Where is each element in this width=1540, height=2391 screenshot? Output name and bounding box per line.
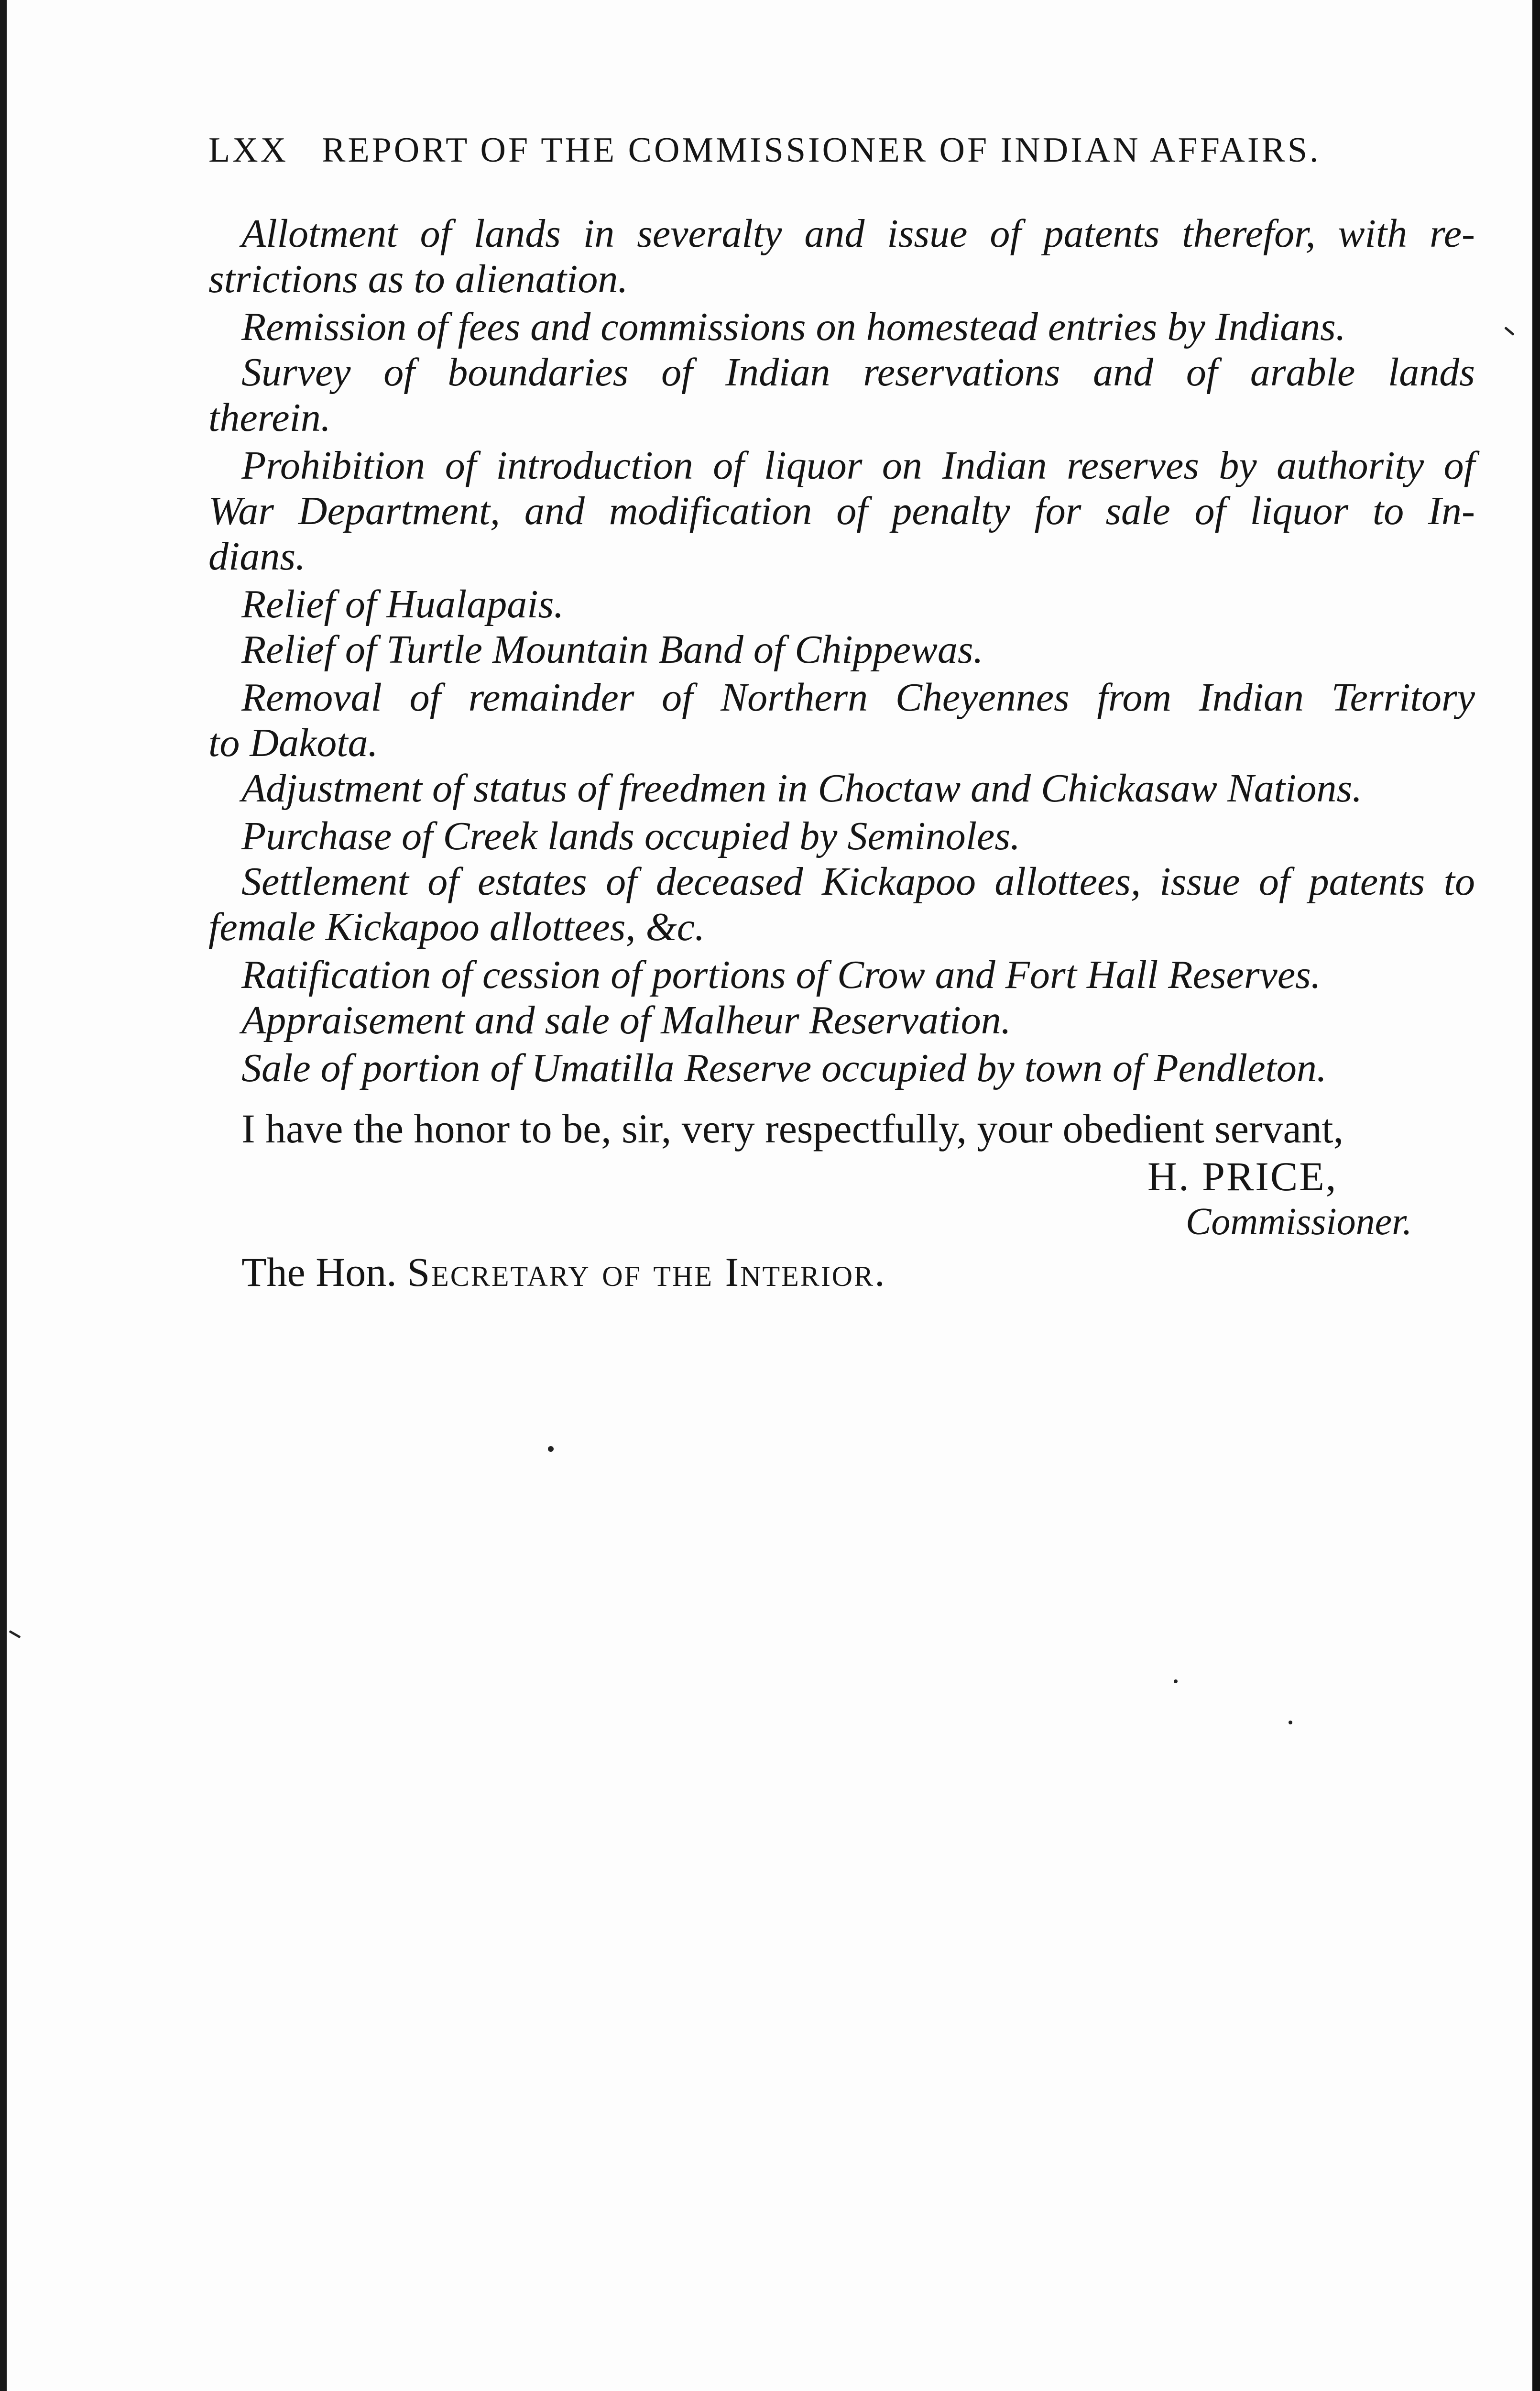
scan-speck: [548, 1446, 554, 1452]
scan-edge-right: [1532, 0, 1540, 2391]
scan-speck: [1289, 1721, 1292, 1724]
list-item-line: Remission of fees and commissions on homestead entries by Indians.: [241, 305, 1346, 349]
addressee: Secretary of the Interior.: [407, 1249, 886, 1295]
list-item-line: Removal of remainder of Northern Cheyennes from Indian Territory: [241, 675, 1475, 720]
list-item-line: Relief of Turtle Mountain Band of Chippewas.: [241, 627, 983, 672]
page-folio: LXX: [208, 131, 289, 170]
list-item-line: Appraisement and sale of Malheur Reservation.: [241, 998, 1011, 1042]
scan-speck: [1504, 327, 1515, 336]
signature-name: H. PRICE,: [1147, 1153, 1338, 1199]
addressee-prefix: The Hon.: [241, 1249, 407, 1295]
scan-speck: [9, 1630, 21, 1638]
closing-salutation: I have the honor to be, sir, very respectfully, your obedient servant,: [241, 1106, 1344, 1152]
list-item-line: Purchase of Creek lands occupied by Seminoles.: [241, 814, 1021, 858]
list-item-line: Settlement of estates of deceased Kickapoo allottees, issue of patents to: [241, 859, 1475, 904]
list-item-line: War Department, and modification of penalty for sale of liquor to In-: [208, 489, 1475, 533]
list-item-line: strictions as to alienation.: [208, 257, 628, 301]
signature-title: Commissioner.: [1186, 1201, 1412, 1243]
scan-edge-left: [0, 0, 7, 2391]
header-title: REPORT OF THE COMMISSIONER OF INDIAN AFFAIRS.: [322, 131, 1321, 170]
list-item-line: Allotment of lands in severalty and issue of patents therefor, with re-: [241, 211, 1475, 256]
list-item-line: Relief of Hualapais.: [241, 582, 564, 626]
scan-speck: [1174, 1679, 1178, 1683]
list-item-line: to Dakota.: [208, 721, 378, 765]
list-item-line: female Kickapoo allottees, &c.: [208, 905, 705, 949]
list-item-line: Sale of portion of Umatilla Reserve occupied by town of Pendleton.: [241, 1046, 1327, 1090]
running-header: [208, 130, 1365, 171]
addressee-line: [241, 1248, 886, 1296]
list-item-line: Survey of boundaries of Indian reservations and of arable lands: [241, 350, 1475, 395]
list-item-line: Adjustment of status of freedmen in Choctaw and Chickasaw Nations.: [241, 766, 1363, 811]
list-item-line: Prohibition of introduction of liquor on Indian reserves by authority of: [241, 443, 1475, 488]
list-item-line: therein.: [208, 395, 331, 440]
list-item-line: Ratification of cession of portions of Crow and Fort Hall Reserves.: [241, 953, 1321, 997]
list-item-line: dians.: [208, 534, 306, 579]
